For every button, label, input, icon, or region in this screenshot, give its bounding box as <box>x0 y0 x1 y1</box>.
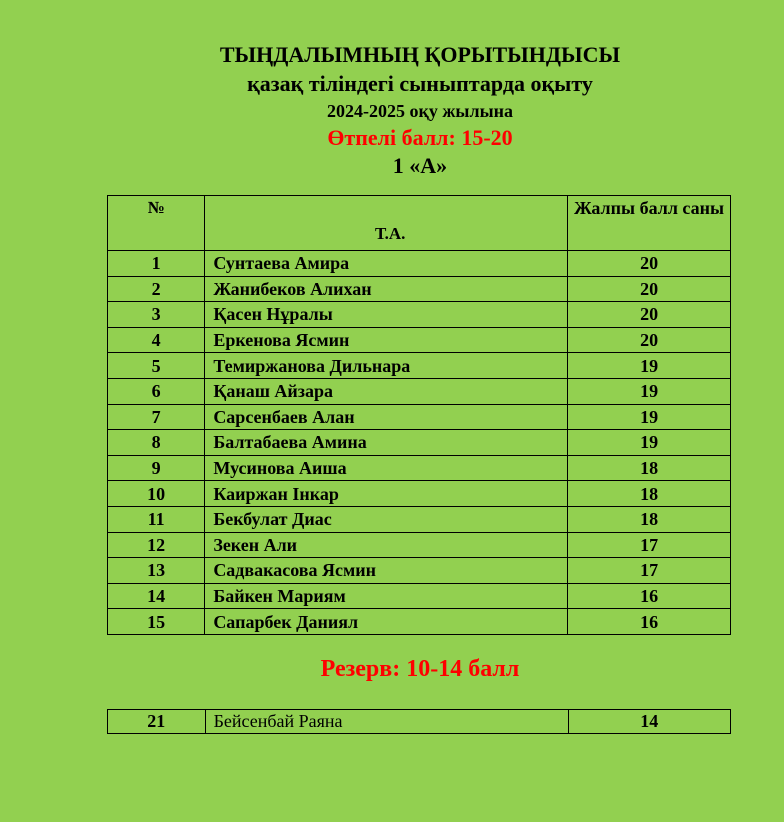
student-name: Каиржан Інкар <box>205 481 568 507</box>
student-name: Байкен Мариям <box>205 583 568 609</box>
row-number: 12 <box>108 532 205 558</box>
total-score: 16 <box>568 583 731 609</box>
table-row <box>108 353 731 379</box>
column-header-number: № <box>108 196 205 251</box>
row-number: 8 <box>108 430 205 456</box>
total-score: 18 <box>568 481 731 507</box>
total-score: 19 <box>568 378 731 404</box>
column-header-score: Жалпы балл саны <box>568 196 731 251</box>
table-row <box>108 430 731 456</box>
total-score: 16 <box>568 609 731 635</box>
total-score: 17 <box>568 558 731 584</box>
results-table-body <box>108 251 731 635</box>
table-row <box>108 378 731 404</box>
student-name: Садвакасова Ясмин <box>205 558 568 584</box>
row-number: 7 <box>108 404 205 430</box>
table-row <box>108 481 731 507</box>
reserve-table <box>107 709 731 734</box>
row-number: 21 <box>108 710 206 734</box>
total-score: 19 <box>568 353 731 379</box>
student-name: Еркенова Ясмин <box>205 327 568 353</box>
table-row <box>108 506 731 532</box>
table-row <box>108 583 731 609</box>
table-row <box>108 710 731 734</box>
student-name: Бейсенбай Раяна <box>205 710 568 734</box>
total-score: 20 <box>568 251 731 277</box>
document-title: ТЫҢДАЛЫМНЫҢ ҚОРЫТЫНДЫСЫ <box>219 42 621 67</box>
student-name: Жанибеков Алихан <box>205 276 568 302</box>
table-row <box>108 302 731 328</box>
row-number: 14 <box>108 583 205 609</box>
passing-score: Өтпелі балл: 15-20 <box>327 125 513 150</box>
total-score: 20 <box>568 276 731 302</box>
row-number: 9 <box>108 455 205 481</box>
row-number: 15 <box>108 609 205 635</box>
student-name: Сапарбек Даниял <box>205 609 568 635</box>
student-name: Мусинова Аиша <box>205 455 568 481</box>
total-score: 20 <box>568 302 731 328</box>
table-row <box>108 276 731 302</box>
student-name: Зекен Али <box>205 532 568 558</box>
academic-year: 2024-2025 оқу жылына <box>327 101 513 121</box>
document-header <box>0 40 784 180</box>
table-row <box>108 455 731 481</box>
student-name: Бекбулат Диас <box>205 506 568 532</box>
total-score: 19 <box>568 404 731 430</box>
row-number: 1 <box>108 251 205 277</box>
table-row <box>108 558 731 584</box>
table-row <box>108 327 731 353</box>
row-number: 3 <box>108 302 205 328</box>
document-subtitle: қазақ тіліндегі сыныптарда оқыту <box>247 71 593 96</box>
total-score: 14 <box>568 710 730 734</box>
class-name: 1 «А» <box>392 153 448 178</box>
table-row <box>108 609 731 635</box>
total-score: 17 <box>568 532 731 558</box>
row-number: 5 <box>108 353 205 379</box>
student-name: Балтабаева Амина <box>205 430 568 456</box>
results-table <box>107 195 731 635</box>
total-score: 20 <box>568 327 731 353</box>
total-score: 19 <box>568 430 731 456</box>
row-number: 11 <box>108 506 205 532</box>
student-name: Темиржанова Дильнара <box>205 353 568 379</box>
student-name: Сарсенбаев Алан <box>205 404 568 430</box>
table-row <box>108 532 731 558</box>
table-row <box>108 251 731 277</box>
student-name: Сунтаева Амира <box>205 251 568 277</box>
total-score: 18 <box>568 506 731 532</box>
table-header-row <box>108 196 731 251</box>
total-score: 18 <box>568 455 731 481</box>
table-row <box>108 404 731 430</box>
reserve-table-body <box>108 710 731 734</box>
column-header-name: Т.А. <box>205 196 568 251</box>
row-number: 6 <box>108 378 205 404</box>
row-number: 13 <box>108 558 205 584</box>
row-number: 10 <box>108 481 205 507</box>
student-name: Қасен Нұралы <box>205 302 568 328</box>
student-name: Қанаш Айзара <box>205 378 568 404</box>
reserve-heading: Резерв: 10-14 балл <box>320 656 520 682</box>
row-number: 2 <box>108 276 205 302</box>
row-number: 4 <box>108 327 205 353</box>
